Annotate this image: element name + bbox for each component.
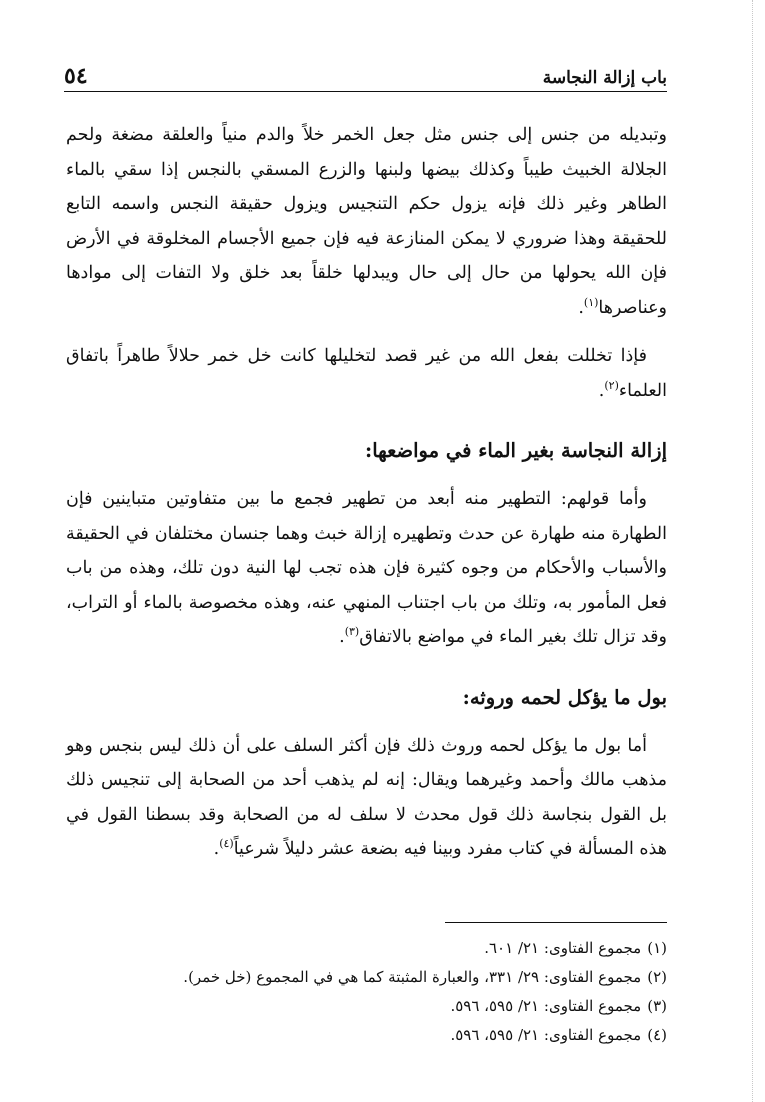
paragraph-1-end: . [578,297,584,318]
section-heading-1: إزالة النجاسة بغير الماء في مواضعها: [365,439,667,462]
footnote-number: (١) [647,939,667,957]
running-title: باب إزالة النجاسة [542,68,667,88]
footnote-item [66,992,667,1021]
paragraph-3 [66,482,667,655]
footnote-ref-1: (١) [583,295,599,309]
footnote-text: مجموع الفتاوى: ٢١/ ٦٠١. [484,939,642,957]
paragraph-4-end: . [213,839,220,859]
footnote-number: (٢) [647,968,667,986]
footnote-text: مجموع الفتاوى: ٢١/ ٥٩٥، ٥٩٦. [450,997,642,1015]
footnote-text: مجموع الفتاوى: ٢١/ ٥٩٥، ٥٩٦. [450,1026,642,1044]
footnote-divider [445,922,667,923]
paragraph-3-text: وأما قولهم: التطهير منه أبعد من تطهير فجمع ما بين متفاوتين متباينين فإن الطهارة منه طهارة عن حدث وتطهيره إزالة خبث وهما جنسان مختلفان في الحقيقة والأسباب والأحكام من وجوه كثيرة فإن هذه تجب لها النية دون تلك، وهذه من باب فعل المأمور به، وتلك من باب اجتناب المنهي عنه، وهذه مخصوصة بالماء أو التراب، وقد تزال تلك بغير الماء في مواضع بالاتفاق [66,489,667,647]
paragraph-2-text: فإذا تخللت بفعل الله من غير قصد لتخليلها كانت خل خمر حلالاً طاهراً باتفاق العلماء [66,346,667,401]
paragraph-1 [66,118,667,325]
paragraph-2 [66,339,667,408]
paragraph-1-text: وتبديله من جنس إلى جنس مثل جعل الخمر خلاً والدم منياً والعلقة مضغة ولحم الجلالة الخبيث طيباً وكذلك بيضها ولبنها والزرع المسقي بالنجس إذا سقي بالماء الطاهر وغير ذلك فإنه يزول حكم التنجيس ويزول حقيقة النجس واسمه التابع للحقيقة وهذا ضروري لا يمكن المنازعة فيه فإن جميع الأجسام المخلوقة في الأرض فإن الله يحولها من حال إلى حال ويبدلها خلقاً بعد خلق ولا التفات إلى موادها وعناصرها [66,125,667,318]
paragraph-3-end: . [339,627,345,647]
footnote-number: (٤) [647,1026,667,1044]
footnotes [66,934,667,1050]
page-header [64,58,667,92]
section-heading-2: بول ما يؤكل لحمه وروثه: [462,685,667,709]
footnote-item [66,963,667,992]
page-body [66,118,667,867]
paragraph-4-text: أما بول ما يؤكل لحمه وروث ذلك فإن أكثر السلف على أن ذلك ليس بنجس وهو مذهب مالك وأحمد وغيرهما ويقال: إنه لم يذهب أحد من الصحابة إلى تنجيس ذلك بل القول بنجاسة ذلك قول محدث لا سلف له من الصحابة وقد بسطنا القول في هذه المسألة في كتاب مفرد وبينا فيه بضعة عشر دليلاً شرعياً [66,735,667,859]
footnote-ref-4: (٤) [219,837,234,851]
footnote-item [66,1021,667,1050]
footnote-ref-2: (٢) [604,378,619,392]
paragraph-2-end: . [598,380,605,401]
footnote-ref-3: (٣) [344,625,360,639]
paragraph-4 [66,729,667,867]
footnote-number: (٣) [647,997,667,1015]
page-number: ٥٤ [64,63,88,89]
footnote-item [66,934,667,963]
footnote-text: مجموع الفتاوى: ٢٩/ ٣٣١، والعبارة المثبتة كما هي في المجموع (خل خمر). [183,968,642,986]
scan-edge-mark [752,0,753,1102]
